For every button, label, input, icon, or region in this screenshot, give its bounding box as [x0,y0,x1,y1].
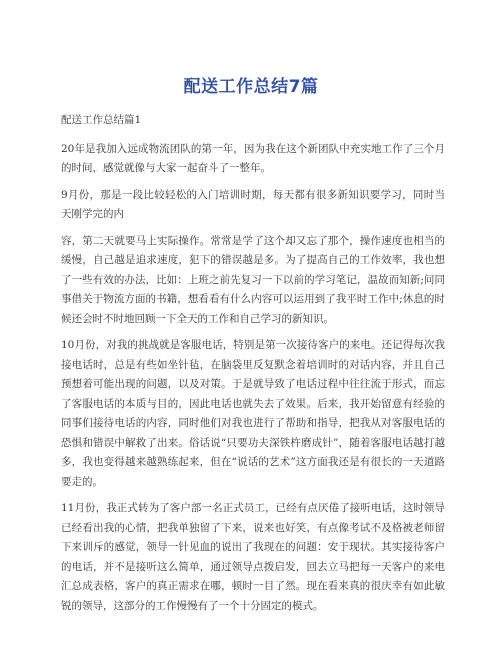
paragraph-2: 9月份，那是一段比较轻松的入门培训时期，每天都有很多新知识要学习，同时当天刚学完的内 [61,188,445,220]
document-title: 配送工作总结7篇 [183,77,319,97]
paragraph-5: 11月份，我正式转为了客户部一名正式员工，已经有点厌倦了接听电话，这时领导已经看出我的心情，把我单独留了下来，说来也好笑，有点像考试不及格被老师留下来训斥的感觉，领导一针见血的说出了我现在的问题：安于现状。其实接待客户的电话，并不是接听这么简单，通过领导点拨启发，回去立马把每一天客户的来电汇总成表格，客户的真正需求在哪，顿时一目了然。现在看来真的很庆幸有如此敏锐的领导，这部分的工作慢慢有了一个十分固定的模式。 [61,502,445,612]
paragraph-4: 10月份，对我的挑战就是客服电话，特别是第一次接待客户的来电。还记得每次我接电话时，总是有些如坐针毡，在脑袋里反复默念着培训时的对话内容，并且自己预想着可能出现的问题，以及对策。于是就导致了电话过程中往往流于形式，而忘了客服电话的本质与目的，因此电话也就失去了效果。后来，我开始留意有经验的同事们接待电话的内容，同时他们对我也进行了帮助和指导，把我从对客服电话的恐惧和错误中解救了出来。俗话说“只要功夫深铁杵磨成针”，随着客服电话越打越多，我也变得越来越熟练起来，但在“说话的艺术”这方面我还是有很长的一天道路要走的。 [61,339,445,488]
section-heading: 配送工作总结篇1 [61,114,142,126]
document-body [61,111,445,623]
paragraph-3: 容，第二天就要马上实际操作。常常是学了这个却又忘了那个，操作速度也相当的缓慢，自己越是追求速度，犯下的错误越是多。为了提高自己的工作效率，我也想了一些有效的办法，比如：上班之前先复习一下以前的学习笔记，温故而知新;问同事借关于物流方面的书籍，想看看有什么内容可以运用到了我平时工作中;休息的时候还会时不时地回顾一下全天的工作和自己学习的新知识。 [61,234,445,325]
paragraph-1: 20年是我加入远成物流团队的第一年，因为我在这个新团队中充实地工作了三个月的时间，感觉就像与大家一起奋斗了一整年。 [61,142,445,174]
